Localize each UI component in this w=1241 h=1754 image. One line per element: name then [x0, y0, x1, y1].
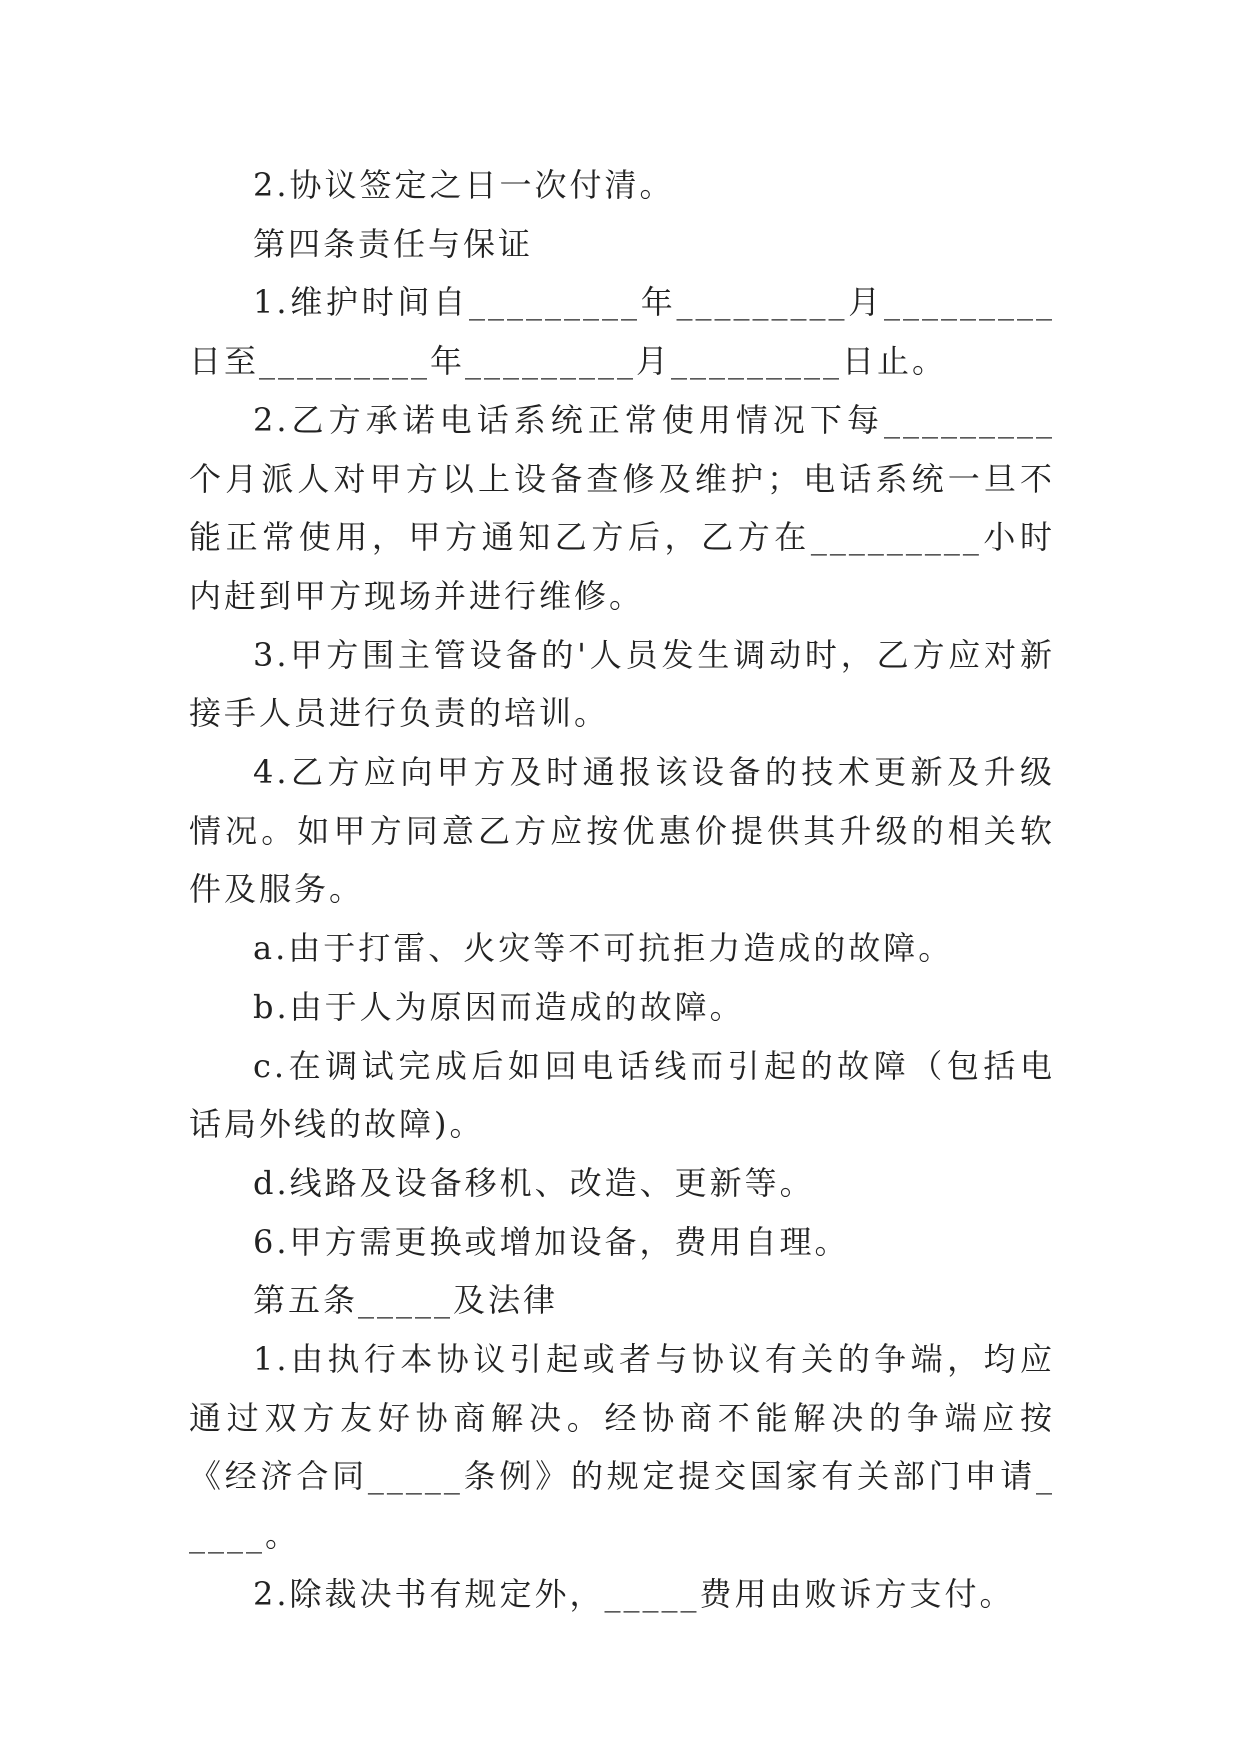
- section-heading-article-5: 第五条_____及法律: [253, 1281, 559, 1320]
- paragraph-technical-updates: 4.乙方应向甲方及时通报该设备的技术更新及升级情况。如甲方同意乙方应按优惠价提供其升级的相关软件及服务。: [189, 753, 1055, 909]
- paragraph-maintenance-commitment: 2.乙方承诺电话系统正常使用情况下每_________个月派人对甲方以上设备查修及维护；电话系统一旦不能正常使用，甲方通知乙方后，乙方在_________小时内赶到甲方现场并进行维修。: [189, 400, 1055, 615]
- paragraph-staff-training: 3.甲方围主管设备的'人员发生调动时，乙方应对新接手人员进行负责的培训。: [189, 635, 1055, 733]
- document-body: [189, 156, 1055, 1624]
- paragraph-exclusion-d: d.线路及设备移机、改造、更新等。: [253, 1163, 815, 1202]
- section-heading-article-4: 第四条责任与保证: [253, 224, 534, 263]
- paragraph-exclusion-c: c.在调试完成后如回电话线而引起的故障（包括电话局外线的故障)。: [189, 1046, 1055, 1144]
- paragraph-equipment-cost: 6.甲方需更换或增加设备，费用自理。: [253, 1222, 850, 1261]
- paragraph-exclusion-a: a.由于打雷、火灾等不可抗拒力造成的故障。: [253, 929, 954, 968]
- paragraph-arbitration-fees: 2.除裁决书有规定外，_____费用由败诉方支付。: [253, 1574, 1015, 1613]
- paragraph-maintenance-period: 1.维护时间自_________年_________月_________日至_________年_________月_________日止。: [189, 283, 1055, 381]
- paragraph-dispute-resolution: 1.由执行本协议引起或者与协议有关的争端，均应通过双方友好协商解决。经协商不能解决的争端应按《经济合同_____条例》的规定提交国家有关部门申请_____。: [189, 1340, 1055, 1555]
- paragraph-payment-once: 2.协议签定之日一次付清。: [253, 166, 675, 204]
- paragraph-exclusion-b: b.由于人为原因而造成的故障。: [253, 987, 745, 1026]
